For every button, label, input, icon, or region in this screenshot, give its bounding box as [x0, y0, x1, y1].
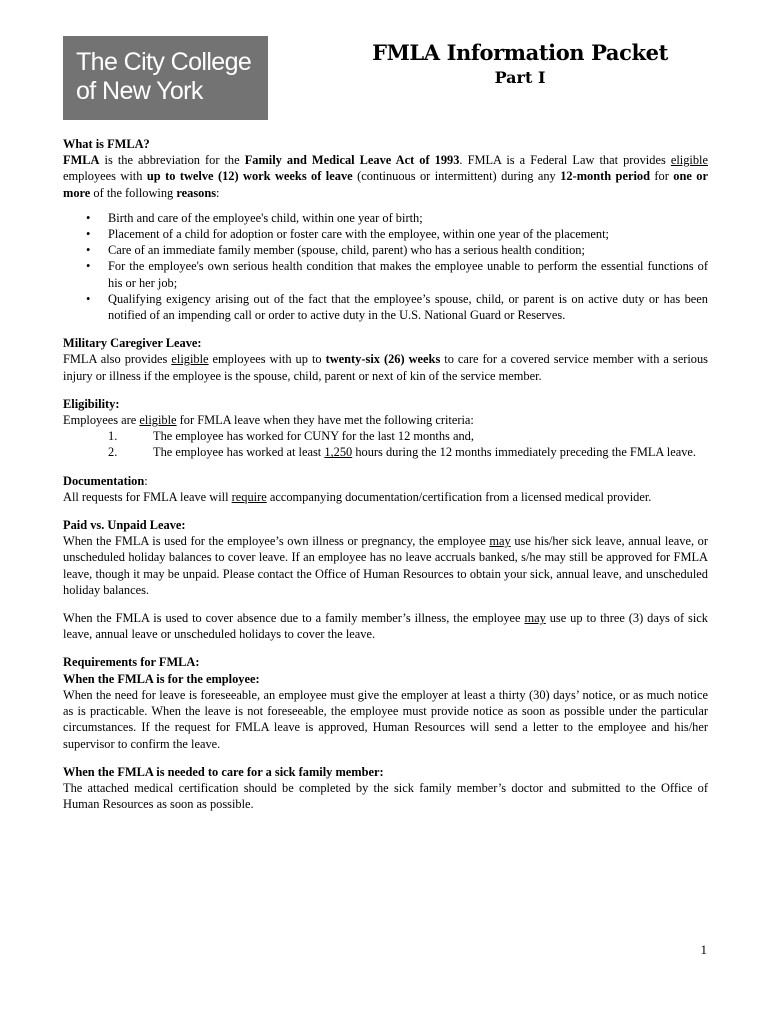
college-logo: [63, 36, 268, 120]
paid-paragraph-2: When the FMLA is used to cover absence due to a family member’s illness, the employee may use up to three (3) days of sick leave, annual leave or unscheduled holidays to cover the leave.: [63, 611, 708, 642]
list-item: • Placement of a child for adoption or foster care with the employee, within one year of the placement;: [108, 226, 708, 242]
logo-line-1: The City College: [76, 48, 252, 76]
documentation-paragraph: All requests for FMLA leave will require accompanying documentation/certification from a licensed medical provider.: [63, 489, 652, 504]
section-heading-military: Military Caregiver Leave:: [63, 336, 202, 351]
military-paragraph: FMLA also provides eligible employees with up to twenty-six (26) weeks to care for a covered service member with a serious injury or illness if the employee is the spouse, child, parent or next of kin of the service member.: [63, 352, 708, 383]
list-item: 1. The employee has worked for CUNY for the last 12 months and,: [108, 429, 474, 444]
page-number: 1: [700, 942, 707, 957]
eligibility-criteria-list: [63, 428, 708, 460]
subheading-employee: When the FMLA is for the employee:: [63, 671, 260, 686]
list-item: • For the employee's own serious health condition that makes the employee unable to perform the essential functions of his or her job;: [108, 258, 708, 290]
list-item: • Qualifying exigency arising out of the fact that the employee’s spouse, child, or parent is on active duty or has been notified of an impending call or order to active duty in the U.S. National Guard or Reserves.: [108, 291, 708, 323]
section-heading-requirements: Requirements for FMLA:: [63, 655, 200, 670]
logo-line-2: of New York: [76, 77, 203, 105]
list-item: • Care of an immediate family member (spouse, child, parent) who has a serious health condition;: [108, 242, 708, 258]
section-heading-paid: Paid vs. Unpaid Leave:: [63, 518, 186, 533]
header: [330, 40, 710, 89]
reasons-list: [63, 210, 708, 323]
page-title: FMLA Information Packet: [372, 40, 668, 65]
paid-paragraph-1: When the FMLA is used for the employee’s own illness or pregnancy, the employee may use his/her sick leave, annual leave, or unscheduled holiday balances to cover leave. If an employee has no leave accruals banked, s/he may still be approved for FMLA leave, though it may be unpaid. Please contact the Office of Human Resources to obtain your sick, annual leave, and unscheduled holiday balances.: [63, 534, 708, 597]
section-heading-documentation: Documentation:: [63, 473, 148, 488]
what-is-paragraph: FMLA is the abbreviation for the Family and Medical Leave Act of 1993. FMLA is a Federal Law that provides eligible employees with up to twelve (12) work weeks of leave (continuous or intermittent) during any 12-month period for one or more of the following reasons:: [63, 153, 708, 200]
list-item: 2. The employee has worked at least 1,250 hours during the 12 months immediately preceding the FMLA leave.: [108, 445, 697, 460]
requirements-paragraph-2: The attached medical certification should be completed by the sick family member’s doctor and submitted to the Office of Human Resources as soon as possible.: [63, 780, 708, 812]
subheading-family-member: When the FMLA is needed to care for a sick family member:: [63, 764, 384, 779]
list-item: • Birth and care of the employee's child, within one year of birth;: [108, 210, 708, 226]
page-subtitle: Part I: [494, 68, 546, 87]
requirements-paragraph-1: When the need for leave is foreseeable, an employee must give the employer at least a thirty (30) days’ notice, or as much notice as is practicable. When the leave is not foreseeable, the employee must provide notice as soon as possible under the particular circumstances. If the request for FMLA leave is approved, Human Resources will send a letter to the employee and his/her supervisor to confirm the leave.: [63, 687, 708, 751]
section-heading-what-is: What is FMLA?: [63, 137, 150, 151]
eligibility-paragraph: Employees are eligible for FMLA leave when they have met the following criteria:: [63, 413, 474, 428]
section-heading-eligibility: Eligibility:: [63, 396, 120, 411]
document-body: [63, 136, 708, 812]
